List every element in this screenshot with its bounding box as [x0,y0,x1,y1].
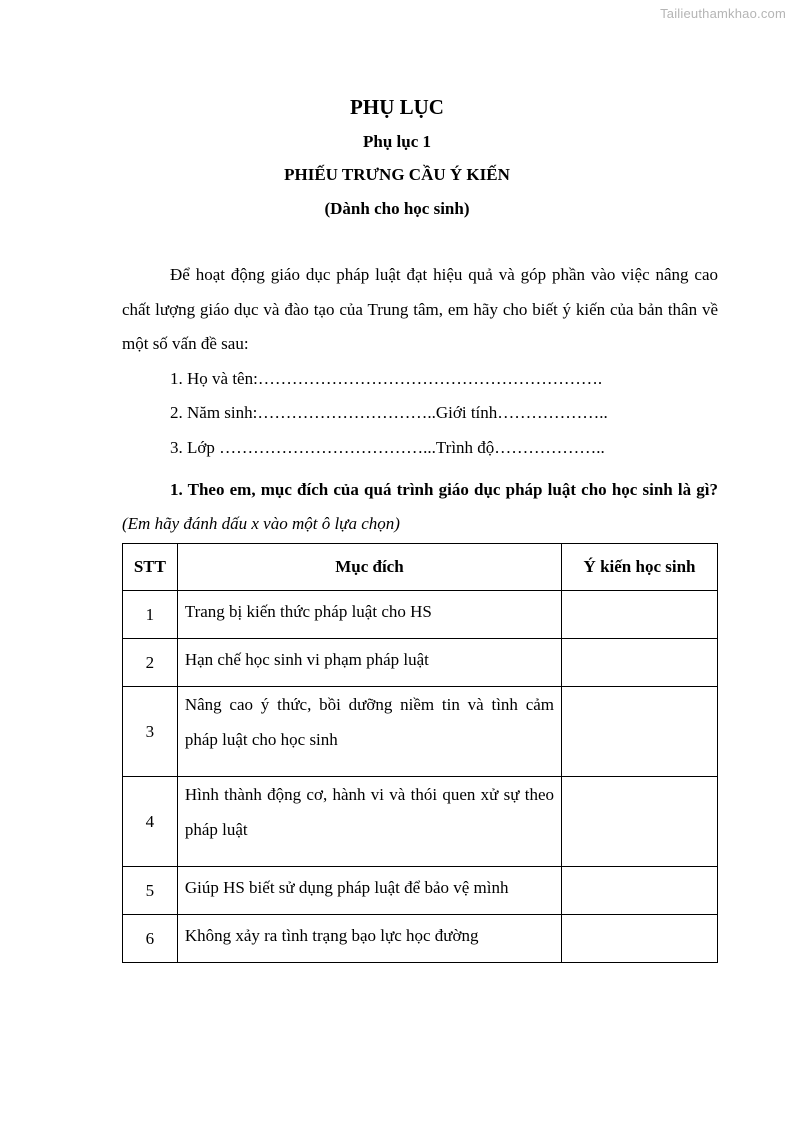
opinion-cell[interactable] [562,591,718,639]
table-row [123,915,718,963]
table-row [123,777,718,867]
name-field: 1. Họ và tên:……………………………………………………. [170,369,603,388]
form-title: PHIẾU TRƯNG CẦU Ý KIẾN [284,165,510,184]
opinion-cell[interactable] [562,915,718,963]
row-purpose: Trang bị kiến thức pháp luật cho HS [177,591,561,639]
birth-year-gender-field: 2. Năm sinh:…………………………..Giới tính……………….. [170,403,608,422]
question-instruction: (Em hãy đánh dấu x vào một ô lựa chọn) [122,514,400,533]
table-row [123,591,718,639]
table-row [123,867,718,915]
question-1 [122,473,718,541]
page-title: PHỤ LỤC [350,95,444,119]
row-purpose: Không xảy ra tình trạng bạo lực học đường [177,915,561,963]
opinion-cell[interactable] [562,687,718,777]
row-number: 6 [123,915,178,963]
row-purpose: Hạn chế học sinh vi phạm pháp luật [177,639,561,687]
header-purpose: Mục đích [177,544,561,591]
row-number: 4 [123,777,178,867]
table-row [123,639,718,687]
question-text: 1. Theo em, mục đích của quá trình giáo dục pháp luật cho học sinh là gì? [170,480,718,499]
audience-label: (Dành cho học sinh) [324,199,470,218]
opinion-cell[interactable] [562,639,718,687]
row-number: 5 [123,867,178,915]
header-opinion: Ý kiến học sinh [562,544,718,591]
opinion-cell[interactable] [562,777,718,867]
table-row [123,687,718,777]
watermark: Tailieuthamkhao.com [660,6,786,21]
row-purpose: Giúp HS biết sử dụng pháp luật để bảo vệ mình [177,867,561,915]
appendix-label: Phụ lục 1 [362,132,432,151]
row-number: 3 [123,687,178,777]
purpose-table [122,543,718,963]
row-number: 2 [123,639,178,687]
header-stt: STT [123,544,178,591]
row-purpose: Hình thành động cơ, hành vi và thói quen xử sự theo pháp luật [177,777,561,867]
intro-paragraph: Để hoạt động giáo dục pháp luật đạt hiệu quả và góp phần vào việc nâng cao chất lượng giáo dục và đào tạo của Trung tâm, em hãy cho biết ý kiến của bản thân về một số vấn đề sau: [122,265,718,353]
row-number: 1 [123,591,178,639]
table-header-row [123,544,718,591]
opinion-cell[interactable] [562,867,718,915]
class-level-field: 3. Lớp ………………………………...Trình độ……………….. [170,438,605,457]
row-purpose: Nâng cao ý thức, bồi dưỡng niềm tin và tình cảm pháp luật cho học sinh [177,687,561,777]
